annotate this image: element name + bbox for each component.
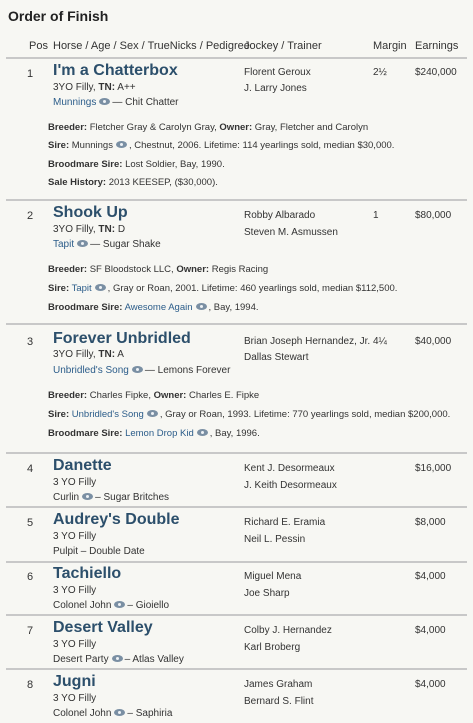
trainer-name[interactable]: J. Larry Jones bbox=[244, 83, 307, 94]
finish-position: 4 bbox=[27, 463, 34, 475]
pedigree: Munnings — Chit Chatter bbox=[53, 97, 179, 108]
sire-link[interactable]: Unbridled's Song bbox=[53, 365, 129, 376]
sale-history: Sale History: 2013 KEESEP, ($30,000). bbox=[48, 177, 218, 188]
horse-name[interactable]: Shook Up bbox=[53, 204, 128, 221]
sire-link[interactable]: Munnings bbox=[53, 97, 97, 108]
header-pos: Pos bbox=[29, 40, 48, 52]
eye-icon[interactable] bbox=[114, 601, 125, 608]
eye-icon[interactable] bbox=[114, 709, 125, 716]
eye-icon[interactable] bbox=[196, 303, 207, 310]
margin-value: 2½ bbox=[373, 67, 387, 78]
finish-position: 6 bbox=[27, 571, 34, 583]
trainer-name[interactable]: Neil L. Pessin bbox=[244, 534, 306, 545]
margin-value: 1 bbox=[373, 210, 379, 221]
pedigree: Colonel John – Gioiello bbox=[53, 600, 170, 611]
trainer-name[interactable]: Joe Sharp bbox=[244, 588, 290, 599]
header-jockey: Jockey / Trainer bbox=[244, 40, 322, 52]
pedigree: Tapit — Sugar Shake bbox=[53, 239, 161, 250]
header-earnings: Earnings bbox=[415, 40, 459, 52]
eye-icon[interactable] bbox=[112, 655, 123, 662]
horse-name[interactable]: Desert Valley bbox=[53, 619, 153, 636]
sire-detail: Sire: Tapit , Gray or Roan, 2001. Lifetime: 460 yearlings sold, median $112,500. bbox=[48, 283, 398, 294]
horse-name[interactable]: Tachiello bbox=[53, 565, 122, 582]
horse-name[interactable]: Danette bbox=[53, 457, 112, 474]
age-sex: 3 YO Filly bbox=[53, 693, 97, 704]
horse-name[interactable]: Forever Unbridled bbox=[53, 330, 191, 347]
pedigree: Curlin – Sugar Britches bbox=[53, 492, 170, 503]
divider bbox=[6, 506, 467, 508]
sire-link[interactable]: Tapit bbox=[53, 239, 75, 250]
finish-position: 3 bbox=[27, 336, 34, 348]
eye-icon[interactable] bbox=[82, 493, 93, 500]
header-margin: Margin bbox=[373, 40, 407, 52]
sire-detail: Sire: Munnings , Chestnut, 2006. Lifetime: 114 yearlings sold, median $30,000. bbox=[48, 140, 395, 151]
eye-icon[interactable] bbox=[147, 410, 158, 417]
earnings-value: $4,000 bbox=[415, 571, 446, 582]
jockey-name[interactable]: Richard E. Eramia bbox=[244, 517, 326, 528]
age-sex: 3 YO Filly bbox=[53, 639, 97, 650]
pedigree: Colonel John – Saphiria bbox=[53, 708, 173, 719]
earnings-value: $80,000 bbox=[415, 210, 452, 221]
earnings-value: $4,000 bbox=[415, 625, 446, 636]
jockey-name[interactable]: Colby J. Hernandez bbox=[244, 625, 332, 636]
jockey-name[interactable]: Florent Geroux bbox=[244, 67, 311, 78]
eye-icon[interactable] bbox=[77, 240, 88, 247]
finish-position: 8 bbox=[27, 679, 34, 691]
trainer-name[interactable]: Karl Broberg bbox=[244, 642, 301, 653]
age-sex-truenicks: 3YO Filly, TN: A++ bbox=[53, 82, 136, 93]
jockey-name[interactable]: Robby Albarado bbox=[244, 210, 316, 221]
finish-position: 5 bbox=[27, 517, 34, 529]
earnings-value: $40,000 bbox=[415, 336, 452, 347]
divider bbox=[6, 323, 467, 325]
eye-icon[interactable] bbox=[95, 284, 106, 291]
eye-icon[interactable] bbox=[132, 366, 143, 373]
finish-position: 1 bbox=[27, 68, 34, 80]
age-sex: 3 YO Filly bbox=[53, 477, 97, 488]
pedigree: Pulpit – Double Date bbox=[53, 546, 145, 557]
divider bbox=[6, 668, 467, 670]
breeder-owner: Breeder: SF Bloodstock LLC, Owner: Regis Racing bbox=[48, 264, 269, 275]
breeder-owner: Breeder: Fletcher Gray & Carolyn Gray, Owner: Gray, Fletcher and Carolyn bbox=[48, 122, 369, 133]
finish-position: 7 bbox=[27, 625, 34, 637]
trainer-name[interactable]: Steven M. Asmussen bbox=[244, 227, 338, 238]
jockey-name[interactable]: Miguel Mena bbox=[244, 571, 302, 582]
age-sex-truenicks: 3YO Filly, TN: A bbox=[53, 349, 124, 360]
eye-icon[interactable] bbox=[197, 429, 208, 436]
earnings-value: $8,000 bbox=[415, 517, 446, 528]
horse-name[interactable]: I'm a Chatterbox bbox=[53, 62, 178, 79]
finish-position: 2 bbox=[27, 210, 34, 222]
header-horse: Horse / Age / Sex / TrueNicks / Pedigree bbox=[53, 40, 250, 52]
jockey-name[interactable]: James Graham bbox=[244, 679, 313, 690]
horse-name[interactable]: Jugni bbox=[53, 673, 96, 690]
sire-detail: Sire: Unbridled's Song , Gray or Roan, 1993. Lifetime: 770 yearlings sold, median $200,000. bbox=[48, 409, 451, 420]
earnings-value: $4,000 bbox=[415, 679, 446, 690]
earnings-value: $16,000 bbox=[415, 463, 452, 474]
divider bbox=[6, 561, 467, 563]
broodmare-sire-detail: Broodmare Sire: Lemon Drop Kid , Bay, 1996. bbox=[48, 428, 260, 439]
divider bbox=[6, 452, 467, 454]
margin-value: 4¼ bbox=[373, 336, 387, 347]
broodmare-sire-detail: Broodmare Sire: Lost Soldier, Bay, 1990. bbox=[48, 159, 225, 170]
age-sex: 3 YO Filly bbox=[53, 585, 97, 596]
page-title: Order of Finish bbox=[8, 8, 109, 24]
broodmare-sire-detail: Broodmare Sire: Awesome Again , Bay, 1994. bbox=[48, 302, 259, 313]
trainer-name[interactable]: Dallas Stewart bbox=[244, 352, 309, 363]
age-sex: 3 YO Filly bbox=[53, 531, 97, 542]
jockey-name[interactable]: Brian Joseph Hernandez, Jr. bbox=[244, 336, 371, 347]
divider bbox=[6, 199, 467, 201]
breeder-owner: Breeder: Charles Fipke, Owner: Charles E. Fipke bbox=[48, 390, 260, 401]
jockey-name[interactable]: Kent J. Desormeaux bbox=[244, 463, 335, 474]
horse-name[interactable]: Audrey's Double bbox=[53, 511, 180, 528]
pedigree: Unbridled's Song — Lemons Forever bbox=[53, 365, 231, 376]
earnings-value: $240,000 bbox=[415, 67, 457, 78]
divider bbox=[6, 614, 467, 616]
eye-icon[interactable] bbox=[99, 98, 110, 105]
divider bbox=[6, 57, 467, 59]
age-sex-truenicks: 3YO Filly, TN: D bbox=[53, 224, 126, 235]
eye-icon[interactable] bbox=[116, 141, 127, 148]
pedigree: Desert Party – Atlas Valley bbox=[53, 654, 184, 665]
trainer-name[interactable]: Bernard S. Flint bbox=[244, 696, 314, 707]
trainer-name[interactable]: J. Keith Desormeaux bbox=[244, 480, 337, 491]
